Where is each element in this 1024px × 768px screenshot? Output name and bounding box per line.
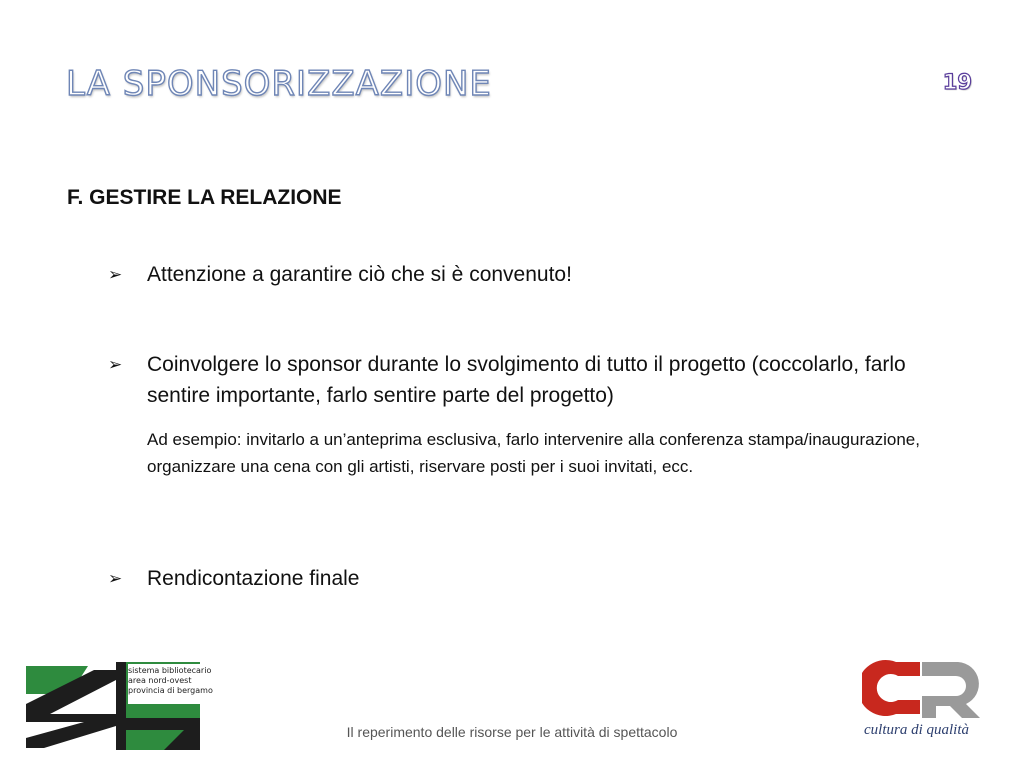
example-note: Ad esempio: invitarlo a un’anteprima esclusiva, farlo intervenire alla conferenza stampa/inaugurazione, organizzare una cena con gli artisti, riservare posti per i suoi invitati, ecc.	[147, 430, 920, 476]
slide-number: 19	[942, 70, 972, 94]
arrow-bullet-icon: ➢	[108, 265, 123, 284]
section-heading: F. GESTIRE LA RELAZIONE	[67, 186, 342, 209]
footer-text: Il reperimento delle risorse per le attività di spettacolo	[346, 724, 678, 740]
bullet-item	[108, 563, 968, 594]
cultura-di-qualita-logo	[862, 656, 984, 720]
arrow-bullet-icon: ➢	[108, 569, 123, 588]
bullet-text: Attenzione a garantire ciò che si è convenuto!	[147, 263, 572, 286]
logo-caption-line: sistema bibliotecario	[128, 666, 212, 675]
logo-right-caption: cultura di qualità	[864, 722, 969, 738]
bullet-item	[108, 259, 968, 290]
logo-left-caption	[128, 666, 213, 696]
arrow-bullet-icon: ➢	[108, 355, 123, 374]
logo-caption-line: area nord-ovest	[128, 676, 192, 685]
bullet-item	[108, 349, 968, 411]
bullet-text: Rendicontazione finale	[147, 567, 360, 590]
logo-caption-line: provincia di bergamo	[128, 686, 213, 695]
slide-title: LA SPONSORIZZAZIONE	[66, 64, 492, 104]
bullet-text: Coinvolgere lo sponsor durante lo svolgimento di tutto il progetto (coccolarlo, farlo sentire importante, farlo sentire parte del progetto)	[147, 353, 906, 407]
